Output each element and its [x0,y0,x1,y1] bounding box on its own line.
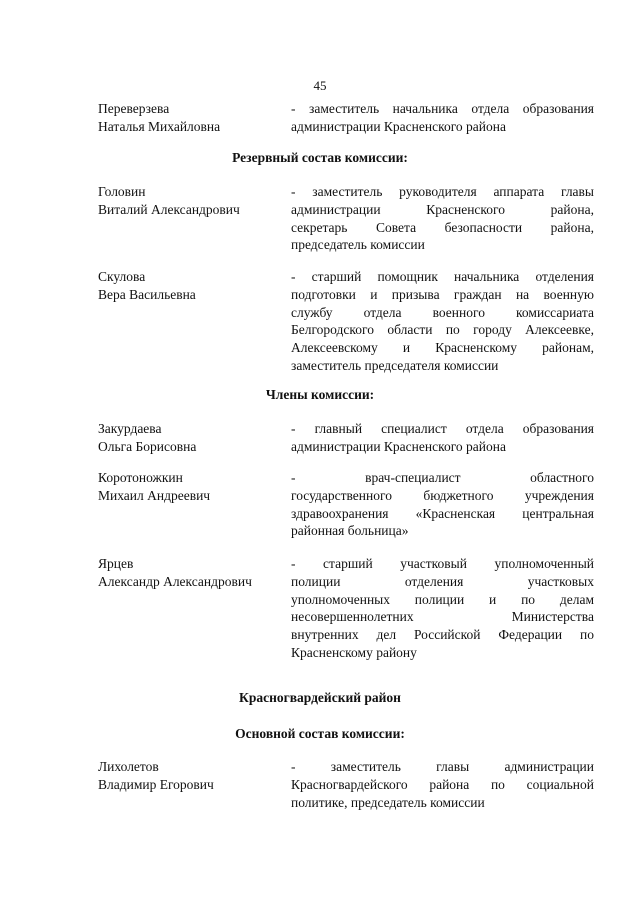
role-line: - главный специалист отдела образования [291,421,594,436]
role-line: государственного бюджетного учреждения [291,487,594,503]
role-line: Красногвардейского района по социальной [291,776,594,792]
member-role [291,100,594,136]
member-given-names: Михаил Андреевич [98,488,211,503]
role-line: политике, председатель комиссии [291,794,485,810]
reserve-heading: Резервный состав комиссии: [232,150,408,165]
main-composition-heading: Основной состав комиссии: [235,726,405,741]
member-name [98,268,288,304]
role-line: - заместитель руководителя аппарата главы [291,184,594,199]
role-line: администрации Красненского района [291,438,506,454]
role-line: здравоохранения «Красненская центральная [291,505,594,521]
role-line: администрации Красненского района, [291,201,594,217]
member-given-names: Ольга Борисовна [98,439,197,454]
member-role [291,420,594,456]
member-given-names: Владимир Егорович [98,777,214,792]
member-surname: Закурдаева [98,421,162,436]
role-line: Белгородского области по городу Алексеевке, [291,322,594,338]
role-line: несовершеннолетних Министерства [291,609,594,625]
member-given-names: Наталья Михайловна [98,119,221,134]
member-role [291,183,594,254]
member-given-names: Вера Васильевна [98,287,196,302]
member-name [98,758,288,794]
member-surname: Переверзева [98,101,170,116]
member-given-names: Виталий Александрович [98,202,240,217]
member-role [291,268,594,375]
role-line: - заместитель начальника отдела образования [291,101,594,116]
role-line: председатель комиссии [291,237,425,253]
member-name [98,469,288,505]
member-name [98,420,288,456]
role-line: внутренних дел Российской Федерации по [291,627,594,643]
members-heading: Члены комиссии: [265,387,375,402]
role-line: секретарь Совета безопасности района, [291,219,594,235]
district-heading: Красногвардейский район [239,690,401,705]
role-line: подготовки и призыва граждан на военную [291,286,594,302]
role-line: районная больница» [291,523,409,539]
role-line: - старший помощник начальника отделения [291,269,594,284]
member-role [291,555,594,662]
member-surname: Ярцев [98,556,134,571]
member-surname: Скулова [98,269,146,284]
member-surname: Коротоножкин [98,470,183,485]
page-number: 45 [313,78,327,93]
member-name [98,100,288,136]
role-line: заместитель председателя комиссии [291,357,499,373]
role-line: - заместитель главы администрации [291,759,594,774]
member-role [291,758,594,811]
member-surname: Головин [98,184,146,199]
member-given-names: Александр Александрович [98,574,252,589]
role-line: Алексеевскому и Красненскому районам, [291,340,594,356]
role-line: администрации Красненского района [291,118,506,134]
member-surname: Лихолетов [98,759,159,774]
role-line: полиции отделения участковых [291,573,594,589]
role-line: службу отдела военного комиссариата [291,304,594,320]
role-line: - врач-специалист областного [291,470,594,485]
member-role [291,469,594,540]
role-line: Красненскому району [291,644,417,660]
member-name [98,555,288,591]
role-line: - старший участковый уполномоченный [291,556,594,571]
member-name [98,183,288,219]
role-line: уполномоченных полиции и по делам [291,591,594,607]
